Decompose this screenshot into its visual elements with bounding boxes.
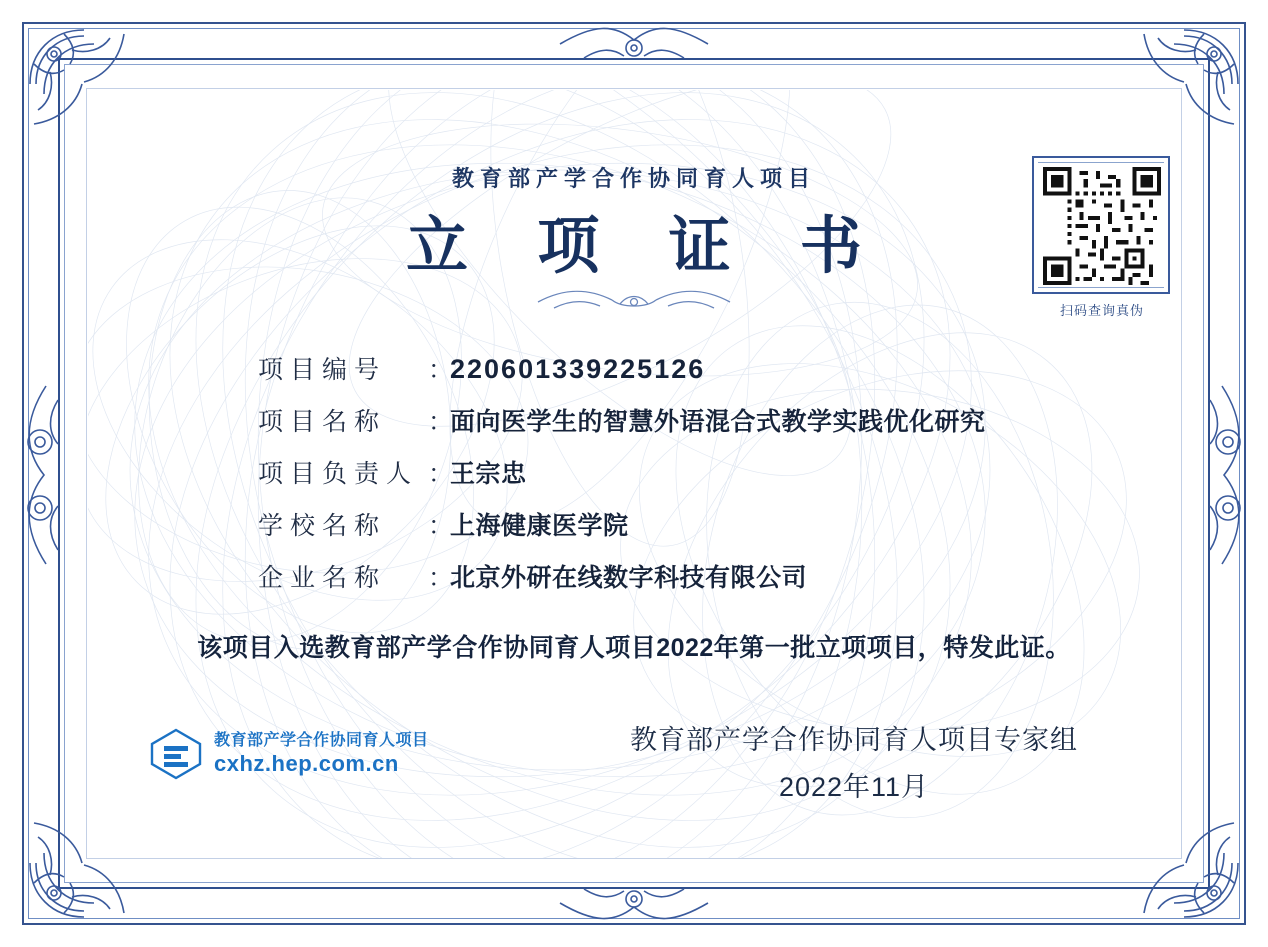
signature-block	[630, 718, 1078, 804]
field-value-project-code: 220601339225126	[450, 354, 706, 384]
field-row	[258, 558, 1118, 610]
qr-code-frame[interactable]	[1032, 156, 1170, 294]
qr-code-icon[interactable]	[1043, 167, 1161, 285]
field-row	[258, 454, 1118, 506]
field-label: 学校名称	[258, 512, 387, 540]
field-colon: ：	[428, 408, 454, 436]
qr-verification-block[interactable]	[1032, 156, 1172, 319]
signature-organization: 教育部产学合作协同育人项目专家组	[630, 725, 1078, 755]
field-label: 项目负责人	[258, 460, 419, 488]
field-label: 项目编号	[258, 356, 387, 384]
qr-caption: 扫码查询真伪	[1059, 303, 1144, 318]
program-logo-block	[148, 726, 429, 782]
title-flourish-icon	[534, 284, 734, 318]
program-logo-url: cxhz.hep.com.cn	[214, 750, 399, 776]
field-colon: ：	[428, 564, 454, 592]
field-label: 企业名称	[258, 564, 387, 592]
field-colon: ：	[428, 512, 454, 540]
program-logo-text	[214, 732, 429, 776]
field-value-project-leader: 王宗忠	[450, 460, 527, 488]
field-colon: ：	[428, 356, 454, 384]
certificate-fields	[258, 350, 1118, 610]
field-colon: ：	[428, 460, 454, 488]
field-row	[258, 402, 1118, 454]
program-logo-name: 教育部产学合作协同育人项目	[214, 732, 429, 750]
program-logo-icon	[148, 726, 204, 782]
field-label: 项目名称	[258, 408, 387, 436]
field-row	[258, 350, 1118, 402]
field-value-school-name: 上海健康医学院	[450, 512, 629, 540]
field-row	[258, 506, 1118, 558]
field-value-project-name: 面向医学生的智慧外语混合式教学实践优化研究	[450, 408, 986, 436]
certificate-statement: 该项目入选教育部产学合作协同育人项目2022年第一批立项项目，特发此证。	[197, 634, 1071, 662]
certificate-eyebrow: 教育部产学合作协同育人项目	[451, 166, 816, 191]
field-value-company-name: 北京外研在线数字科技有限公司	[450, 564, 808, 592]
certificate-title: 立 项 证 书	[406, 212, 888, 281]
signature-date: 2022年11月	[778, 772, 930, 802]
